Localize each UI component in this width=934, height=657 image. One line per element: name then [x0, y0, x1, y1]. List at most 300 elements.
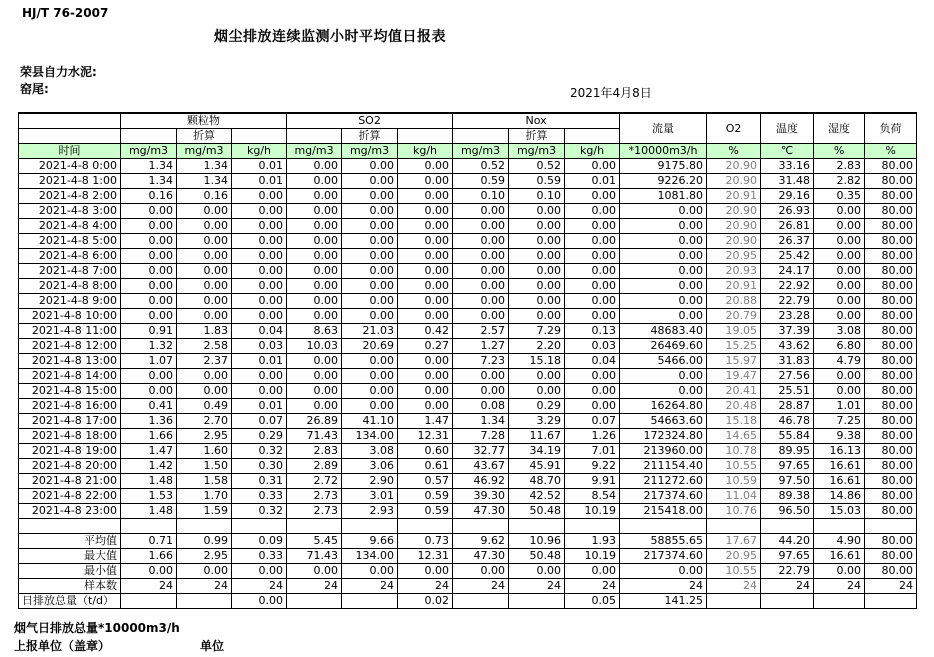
value-cell [761, 593, 814, 608]
table-row [19, 458, 917, 473]
value-cell: 0.01 [565, 173, 620, 188]
value-cell: 32.77 [453, 443, 509, 458]
value-cell: 0.00 [814, 218, 865, 233]
unit-cell: ℃ [761, 143, 814, 158]
value-cell: 80.00 [865, 353, 917, 368]
value-cell: 0.00 [342, 248, 398, 263]
time-cell: 2021-4-8 20:00 [19, 458, 121, 473]
value-cell: 48.70 [509, 473, 565, 488]
value-cell: 54663.60 [620, 413, 707, 428]
value-cell: 0.00 [177, 563, 232, 578]
value-cell: 20.95 [707, 548, 761, 563]
value-cell: 24 [121, 578, 177, 593]
value-cell: 0.00 [177, 368, 232, 383]
value-cell: 2.83 [287, 443, 342, 458]
value-cell: 80.00 [865, 323, 917, 338]
value-cell: 43.62 [761, 338, 814, 353]
value-cell: 16.61 [814, 473, 865, 488]
value-cell: 71.43 [287, 428, 342, 443]
value-cell: 31.83 [761, 353, 814, 368]
value-cell: 0.00 [453, 308, 509, 323]
value-cell: 1.70 [177, 488, 232, 503]
value-cell: 42.52 [509, 488, 565, 503]
value-cell: 3.29 [509, 413, 565, 428]
value-cell: 80.00 [865, 218, 917, 233]
value-cell: 3.08 [342, 443, 398, 458]
value-cell: 2.95 [177, 428, 232, 443]
value-cell: 0.00 [177, 263, 232, 278]
summary-row [19, 563, 917, 578]
value-cell: 1.47 [121, 443, 177, 458]
value-cell: 0.00 [509, 368, 565, 383]
time-cell: 2021-4-8 9:00 [19, 293, 121, 308]
value-cell: 0.05 [565, 593, 620, 608]
value-cell: 0.00 [121, 368, 177, 383]
value-cell: 24.17 [761, 263, 814, 278]
value-cell [509, 593, 565, 608]
value-cell: 15.97 [707, 353, 761, 368]
value-cell: 217374.60 [620, 488, 707, 503]
summary-row [19, 548, 917, 563]
value-cell: 0.71 [121, 533, 177, 548]
value-cell: 0.00 [121, 203, 177, 218]
value-cell: 10.59 [707, 473, 761, 488]
table-row [19, 308, 917, 323]
value-cell: 0.00 [453, 293, 509, 308]
value-cell: 0.00 [565, 218, 620, 233]
value-cell: 3.06 [342, 458, 398, 473]
value-cell: 134.00 [342, 428, 398, 443]
table-row [19, 398, 917, 413]
table-row [19, 473, 917, 488]
value-cell: 0.03 [565, 338, 620, 353]
value-cell: 0.00 [177, 383, 232, 398]
value-cell: 0.00 [342, 383, 398, 398]
value-cell: 20.90 [707, 233, 761, 248]
value-cell: 0.60 [398, 443, 453, 458]
empty-cell [761, 518, 814, 533]
unit-cell: mg/m3 [509, 143, 565, 158]
value-cell: 0.00 [232, 593, 287, 608]
value-cell: 20.90 [707, 203, 761, 218]
value-cell: 0.00 [453, 248, 509, 263]
value-cell: 15.18 [707, 413, 761, 428]
value-cell: 20.90 [707, 218, 761, 233]
value-cell: 24 [509, 578, 565, 593]
time-cell: 2021-4-8 3:00 [19, 203, 121, 218]
time-header: 时间 [19, 143, 121, 158]
value-cell: 2.89 [287, 458, 342, 473]
value-cell [453, 593, 509, 608]
summary-label: 平均值 [19, 533, 121, 548]
value-cell: 0.00 [814, 293, 865, 308]
value-cell: 0.00 [814, 563, 865, 578]
value-cell: 1081.80 [620, 188, 707, 203]
value-cell: 0.00 [565, 563, 620, 578]
value-cell [342, 593, 398, 608]
value-cell: 0.00 [620, 248, 707, 263]
value-cell: 24 [761, 578, 814, 593]
value-cell: 48683.40 [620, 323, 707, 338]
unit-cell: *10000m3/h [620, 143, 707, 158]
value-cell: 0.52 [453, 158, 509, 173]
value-cell: 20.95 [707, 248, 761, 263]
value-cell: 2.90 [342, 473, 398, 488]
standard-code: HJ/T 76-2007 [22, 6, 109, 20]
value-cell: 7.29 [509, 323, 565, 338]
value-cell: 0.33 [232, 548, 287, 563]
value-cell: 0.10 [453, 188, 509, 203]
value-cell: 0.00 [453, 368, 509, 383]
value-cell: 0.00 [232, 188, 287, 203]
value-cell: 41.10 [342, 413, 398, 428]
value-cell: 55.84 [761, 428, 814, 443]
value-cell: 0.00 [177, 233, 232, 248]
value-cell: 0.00 [287, 263, 342, 278]
table-row [19, 248, 917, 263]
empty-cell [814, 518, 865, 533]
value-cell: 0.00 [620, 233, 707, 248]
value-cell: 0.00 [509, 278, 565, 293]
value-cell: 0.32 [232, 503, 287, 518]
value-cell: 0.00 [342, 368, 398, 383]
unit-cell: mg/m3 [287, 143, 342, 158]
value-cell: 0.27 [398, 338, 453, 353]
value-cell: 0.00 [121, 233, 177, 248]
value-cell: 24 [565, 578, 620, 593]
value-cell: 0.00 [814, 383, 865, 398]
col-o2: O2 [707, 113, 761, 143]
report-table [18, 112, 917, 609]
value-cell: 0.00 [565, 233, 620, 248]
value-cell: 0.59 [398, 503, 453, 518]
value-cell: 2.72 [287, 473, 342, 488]
table-row [19, 353, 917, 368]
unit-cell: mg/m3 [121, 143, 177, 158]
value-cell: 26469.60 [620, 338, 707, 353]
value-cell: 34.19 [509, 443, 565, 458]
value-cell: 5.45 [287, 533, 342, 548]
value-cell: 0.00 [121, 293, 177, 308]
value-cell: 0.99 [177, 533, 232, 548]
value-cell: 0.00 [342, 563, 398, 578]
table-row [19, 503, 917, 518]
value-cell: 24 [814, 578, 865, 593]
value-cell: 2.82 [814, 173, 865, 188]
value-cell: 24 [453, 578, 509, 593]
value-cell: 0.00 [814, 248, 865, 263]
value-cell: 217374.60 [620, 548, 707, 563]
value-cell: 0.01 [232, 173, 287, 188]
value-cell [814, 593, 865, 608]
value-cell: 20.69 [342, 338, 398, 353]
value-cell: 0.00 [620, 293, 707, 308]
value-cell: 0.31 [232, 473, 287, 488]
value-cell: 0.00 [232, 203, 287, 218]
table-row [19, 323, 917, 338]
value-cell: 80.00 [865, 233, 917, 248]
value-cell: 1.58 [177, 473, 232, 488]
value-cell: 141.25 [620, 593, 707, 608]
value-cell: 0.49 [177, 398, 232, 413]
value-cell: 0.04 [565, 353, 620, 368]
value-cell: 1.34 [177, 158, 232, 173]
value-cell: 0.00 [342, 233, 398, 248]
empty-cell [287, 518, 342, 533]
value-cell: 7.23 [453, 353, 509, 368]
reporting-unit-label: 上报单位（盖章） [14, 639, 111, 653]
value-cell: 0.00 [121, 278, 177, 293]
table-row [19, 338, 917, 353]
unit-cell: mg/m3 [177, 143, 232, 158]
value-cell: 80.00 [865, 413, 917, 428]
value-cell: 10.55 [707, 458, 761, 473]
value-cell: 0.00 [565, 188, 620, 203]
value-cell: 0.00 [398, 188, 453, 203]
value-cell: 4.79 [814, 353, 865, 368]
value-cell: 0.00 [453, 203, 509, 218]
value-cell: 0.57 [398, 473, 453, 488]
time-cell: 2021-4-8 16:00 [19, 398, 121, 413]
value-cell: 1.50 [177, 458, 232, 473]
col-flow: 流量 [620, 113, 707, 143]
value-cell: 23.28 [761, 308, 814, 323]
value-cell: 16.13 [814, 443, 865, 458]
col-temperature: 温度 [761, 113, 814, 143]
value-cell: 0.00 [398, 383, 453, 398]
value-cell: 11.04 [707, 488, 761, 503]
value-cell: 0.00 [232, 218, 287, 233]
time-cell: 2021-4-8 8:00 [19, 278, 121, 293]
value-cell: 211154.40 [620, 458, 707, 473]
value-cell: 1.66 [121, 428, 177, 443]
empty-cell [509, 518, 565, 533]
value-cell: 0.00 [453, 383, 509, 398]
value-cell: 20.90 [707, 173, 761, 188]
value-cell: 0.00 [814, 263, 865, 278]
empty-cell [342, 518, 398, 533]
value-cell: 0.00 [509, 563, 565, 578]
value-cell: 0.00 [509, 308, 565, 323]
empty-cell [232, 128, 287, 143]
value-cell: 0.00 [509, 383, 565, 398]
value-cell: 0.00 [342, 158, 398, 173]
value-cell: 10.78 [707, 443, 761, 458]
value-cell: 2.73 [287, 488, 342, 503]
value-cell: 26.37 [761, 233, 814, 248]
value-cell: 80.00 [865, 473, 917, 488]
value-cell: 17.67 [707, 533, 761, 548]
value-cell: 0.00 [287, 368, 342, 383]
unit-cell: kg/h [565, 143, 620, 158]
value-cell: 2.70 [177, 413, 232, 428]
value-cell: 0.00 [342, 173, 398, 188]
value-cell: 24 [707, 578, 761, 593]
value-cell: 20.93 [707, 263, 761, 278]
value-cell: 20.90 [707, 158, 761, 173]
value-cell: 0.16 [121, 188, 177, 203]
empty-cell [19, 518, 121, 533]
value-cell: 0.00 [342, 203, 398, 218]
value-cell: 80.00 [865, 188, 917, 203]
value-cell: 80.00 [865, 458, 917, 473]
time-cell: 2021-4-8 18:00 [19, 428, 121, 443]
value-cell: 1.01 [814, 398, 865, 413]
value-cell: 1.60 [177, 443, 232, 458]
value-cell: 0.00 [232, 233, 287, 248]
value-cell: 0.00 [453, 233, 509, 248]
value-cell: 20.41 [707, 383, 761, 398]
value-cell: 172324.80 [620, 428, 707, 443]
value-cell: 25.51 [761, 383, 814, 398]
value-cell: 0.00 [398, 293, 453, 308]
value-cell: 80.00 [865, 248, 917, 263]
value-cell: 0.91 [121, 323, 177, 338]
value-cell: 0.00 [177, 203, 232, 218]
time-cell: 2021-4-8 23:00 [19, 503, 121, 518]
value-cell: 0.00 [287, 353, 342, 368]
converted-label: 折算 [177, 128, 232, 143]
value-cell: 0.01 [232, 158, 287, 173]
table-row [19, 428, 917, 443]
value-cell: 29.16 [761, 188, 814, 203]
time-cell: 2021-4-8 12:00 [19, 338, 121, 353]
value-cell: 0.73 [398, 533, 453, 548]
value-cell: 80.00 [865, 533, 917, 548]
value-cell: 0.00 [565, 248, 620, 263]
value-cell: 0.52 [509, 158, 565, 173]
value-cell: 9.66 [342, 533, 398, 548]
time-cell: 2021-4-8 10:00 [19, 308, 121, 323]
summary-label: 最小值 [19, 563, 121, 578]
value-cell: 5466.00 [620, 353, 707, 368]
report-table-body [19, 158, 917, 608]
value-cell: 80.00 [865, 263, 917, 278]
value-cell: 2.57 [453, 323, 509, 338]
value-cell: 2.95 [177, 548, 232, 563]
value-cell: 7.28 [453, 428, 509, 443]
value-cell: 0.32 [232, 443, 287, 458]
value-cell: 12.31 [398, 428, 453, 443]
empty-cell [707, 518, 761, 533]
time-cell: 2021-4-8 15:00 [19, 383, 121, 398]
time-cell: 2021-4-8 19:00 [19, 443, 121, 458]
value-cell: 0.00 [177, 308, 232, 323]
value-cell: 2.83 [814, 158, 865, 173]
converted-label: 折算 [509, 128, 565, 143]
value-cell: 0.00 [398, 398, 453, 413]
value-cell: 96.50 [761, 503, 814, 518]
value-cell: 0.00 [453, 278, 509, 293]
empty-cell [565, 518, 620, 533]
value-cell: 31.48 [761, 173, 814, 188]
unit-cell: mg/m3 [453, 143, 509, 158]
value-cell: 80.00 [865, 398, 917, 413]
value-cell: 14.86 [814, 488, 865, 503]
value-cell: 24 [865, 578, 917, 593]
value-cell: 7.25 [814, 413, 865, 428]
empty-cell [453, 128, 509, 143]
value-cell: 0.00 [565, 398, 620, 413]
time-cell: 2021-4-8 7:00 [19, 263, 121, 278]
value-cell: 0.00 [287, 278, 342, 293]
value-cell: 0.00 [565, 158, 620, 173]
value-cell: 20.79 [707, 308, 761, 323]
summary-row [19, 533, 917, 548]
value-cell: 10.19 [565, 548, 620, 563]
value-cell: 0.00 [342, 278, 398, 293]
table-row [19, 443, 917, 458]
col-group-so2: SO2 [287, 113, 453, 128]
value-cell: 16264.80 [620, 398, 707, 413]
value-cell: 80.00 [865, 338, 917, 353]
value-cell: 33.16 [761, 158, 814, 173]
value-cell: 2.93 [342, 503, 398, 518]
table-row [19, 188, 917, 203]
table-row [19, 278, 917, 293]
value-cell: 19.05 [707, 323, 761, 338]
value-cell: 0.00 [453, 263, 509, 278]
page-title: 烟尘排放连续监测小时平均值日报表 [214, 29, 446, 45]
value-cell: 0.00 [453, 218, 509, 233]
value-cell: 15.18 [509, 353, 565, 368]
value-cell: 0.42 [398, 323, 453, 338]
table-row [19, 293, 917, 308]
value-cell: 0.00 [342, 188, 398, 203]
value-cell: 0.00 [453, 563, 509, 578]
value-cell: 0.33 [232, 488, 287, 503]
value-cell [865, 593, 917, 608]
value-cell: 1.34 [121, 173, 177, 188]
value-cell: 0.00 [509, 218, 565, 233]
table-row [19, 203, 917, 218]
value-cell: 0.00 [342, 218, 398, 233]
value-cell: 12.31 [398, 548, 453, 563]
value-cell: 1.34 [177, 173, 232, 188]
value-cell: 45.91 [509, 458, 565, 473]
value-cell: 0.00 [121, 248, 177, 263]
value-cell: 0.00 [287, 563, 342, 578]
value-cell: 26.93 [761, 203, 814, 218]
value-cell: 0.00 [398, 203, 453, 218]
table-row [19, 263, 917, 278]
time-cell: 2021-4-8 13:00 [19, 353, 121, 368]
value-cell: 0.00 [287, 173, 342, 188]
table-row [19, 233, 917, 248]
value-cell: 0.00 [398, 308, 453, 323]
value-cell: 0.00 [177, 248, 232, 263]
value-cell: 10.55 [707, 563, 761, 578]
value-cell: 0.41 [121, 398, 177, 413]
value-cell: 0.01 [232, 398, 287, 413]
col-humidity: 湿度 [814, 113, 865, 143]
value-cell: 24 [398, 578, 453, 593]
value-cell: 24 [177, 578, 232, 593]
value-cell: 26.81 [761, 218, 814, 233]
value-cell: 1.48 [121, 473, 177, 488]
empty-cell [19, 128, 121, 143]
value-cell: 0.00 [232, 368, 287, 383]
value-cell: 80.00 [865, 383, 917, 398]
value-cell: 1.26 [565, 428, 620, 443]
value-cell: 0.00 [565, 263, 620, 278]
value-cell: 0.00 [565, 278, 620, 293]
value-cell: 0.59 [398, 488, 453, 503]
value-cell: 0.00 [342, 293, 398, 308]
value-cell: 1.32 [121, 338, 177, 353]
value-cell: 1.93 [565, 533, 620, 548]
value-cell: 80.00 [865, 368, 917, 383]
